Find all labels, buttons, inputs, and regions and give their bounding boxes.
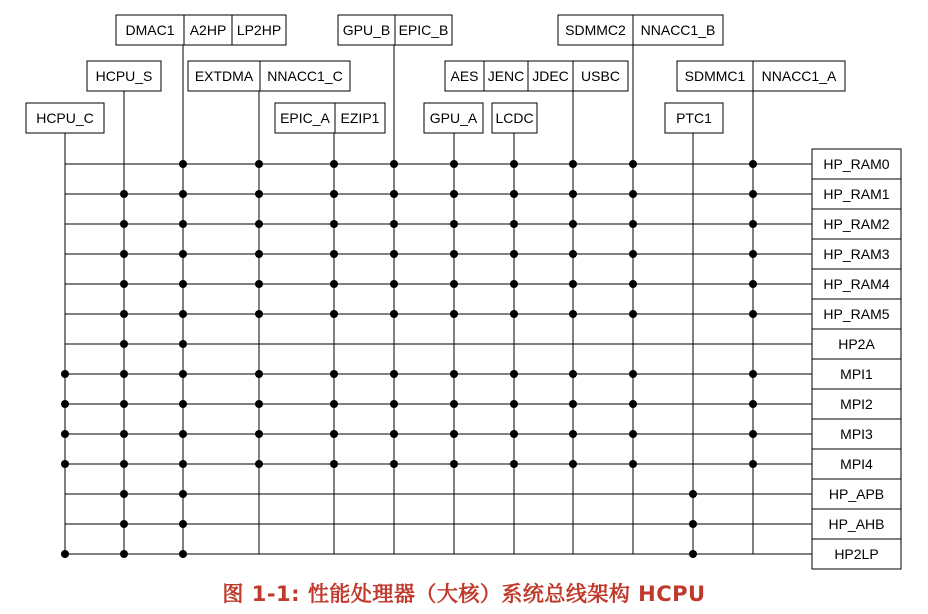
- master-label-ezip1: EZIP1: [340, 110, 380, 126]
- figure-caption: [0, 578, 928, 608]
- master-label-extdma: EXTDMA: [194, 68, 254, 84]
- junction-hcpu-c-mpi1: [61, 370, 69, 378]
- master-label-nnacc1-a: NNACC1_A: [761, 68, 837, 84]
- junction-lcdc-mpi2: [510, 400, 518, 408]
- junction-epic-a-mpi3: [330, 430, 338, 438]
- junction-dmac1-mpi2: [179, 400, 187, 408]
- junction-epic-a-hp-ram5: [330, 310, 338, 318]
- junction-dmac1-mpi3: [179, 430, 187, 438]
- junction-gpu-a-hp-ram4: [450, 280, 458, 288]
- master-sdmmc1: [677, 61, 753, 91]
- slave-hp-ram5: [812, 299, 901, 329]
- junction-hcpu-c-mpi3: [61, 430, 69, 438]
- master-aes: [445, 61, 484, 91]
- junction-gpu-b-hp-ram0: [390, 160, 398, 168]
- junction-sdmmc2-mpi1: [629, 370, 637, 378]
- master-label-hcpu-s: HCPU_S: [95, 68, 153, 84]
- master-usbc: [573, 61, 628, 91]
- figure-title: 性能处理器（大核）系统总线架构 HCPU: [307, 582, 706, 606]
- slave-mpi4: [812, 449, 901, 479]
- junction-sdmmc2-hp-ram4: [629, 280, 637, 288]
- junction-dmac1-hp-ram1: [179, 190, 187, 198]
- junction-lcdc-mpi1: [510, 370, 518, 378]
- junction-dmac1-hp-ram0: [179, 160, 187, 168]
- junction-usbc-hp-ram1: [569, 190, 577, 198]
- junction-hcpu-c-mpi4: [61, 460, 69, 468]
- junction-hcpu-s-hp2a: [120, 340, 128, 348]
- junction-hcpu-s-hp-ram1: [120, 190, 128, 198]
- junction-gpu-b-mpi1: [390, 370, 398, 378]
- master-label-a2hp: A2HP: [189, 22, 227, 38]
- slave-hp-ram4: [812, 269, 901, 299]
- master-epic-b: [395, 15, 452, 45]
- junction-epic-a-mpi1: [330, 370, 338, 378]
- junction-usbc-mpi2: [569, 400, 577, 408]
- junction-nnacc1-a-hp-ram0: [749, 160, 757, 168]
- junction-epic-a-hp-ram4: [330, 280, 338, 288]
- slave-label-hp-ahb: HP_AHB: [828, 516, 885, 532]
- junction-nnacc1-a-hp-ram4: [749, 280, 757, 288]
- master-epic-a: [275, 103, 335, 133]
- slave-label-hp-ram1: HP_RAM1: [823, 186, 890, 202]
- master-label-aes: AES: [450, 68, 479, 84]
- slave-hp-apb: [812, 479, 901, 509]
- master-lcdc: [492, 103, 537, 133]
- junction-nnacc1-a-hp-ram3: [749, 250, 757, 258]
- junction-nnacc1-c-hp-ram1: [255, 190, 263, 198]
- junction-sdmmc2-mpi2: [629, 400, 637, 408]
- junction-gpu-b-hp-ram3: [390, 250, 398, 258]
- master-label-sdmmc2: SDMMC2: [565, 22, 626, 38]
- master-jenc: [484, 61, 528, 91]
- master-jdec: [528, 61, 573, 91]
- master-label-epic-b: EPIC_B: [398, 22, 449, 38]
- junction-hcpu-c-hp2lp: [61, 550, 69, 558]
- junction-lcdc-mpi4: [510, 460, 518, 468]
- junction-usbc-mpi3: [569, 430, 577, 438]
- junction-hcpu-s-mpi3: [120, 430, 128, 438]
- slave-label-mpi1: MPI1: [840, 366, 873, 382]
- slave-label-mpi3: MPI3: [840, 426, 873, 442]
- junction-ptc1-hp-apb: [689, 490, 697, 498]
- junction-dmac1-hp-ram3: [179, 250, 187, 258]
- junction-hcpu-c-mpi2: [61, 400, 69, 408]
- junction-dmac1-hp-ram2: [179, 220, 187, 228]
- master-label-sdmmc1: SDMMC1: [684, 68, 746, 84]
- junction-sdmmc2-hp-ram2: [629, 220, 637, 228]
- junction-hcpu-s-mpi1: [120, 370, 128, 378]
- junction-gpu-a-hp-ram2: [450, 220, 458, 228]
- junction-gpu-a-mpi2: [450, 400, 458, 408]
- master-label-epic-a: EPIC_A: [280, 110, 330, 126]
- junction-nnacc1-c-mpi2: [255, 400, 263, 408]
- junction-hcpu-s-hp2lp: [120, 550, 128, 558]
- junction-dots: [61, 160, 757, 558]
- junction-gpu-b-mpi4: [390, 460, 398, 468]
- master-label-usbc: USBC: [581, 68, 620, 84]
- master-gpu-b: [338, 15, 395, 45]
- junction-lcdc-hp-ram1: [510, 190, 518, 198]
- junction-nnacc1-c-mpi1: [255, 370, 263, 378]
- junction-gpu-b-mpi2: [390, 400, 398, 408]
- junction-epic-a-hp-ram2: [330, 220, 338, 228]
- junction-lcdc-hp-ram5: [510, 310, 518, 318]
- junction-epic-a-mpi4: [330, 460, 338, 468]
- master-a2hp: [184, 15, 232, 45]
- junction-usbc-hp-ram4: [569, 280, 577, 288]
- junction-gpu-b-hp-ram1: [390, 190, 398, 198]
- junction-usbc-hp-ram0: [569, 160, 577, 168]
- junction-hcpu-s-hp-ram2: [120, 220, 128, 228]
- slave-label-hp-ram2: HP_RAM2: [823, 216, 890, 232]
- master-label-lcdc: LCDC: [495, 110, 534, 126]
- junction-hcpu-s-hp-ram5: [120, 310, 128, 318]
- slave-label-hp-ram3: HP_RAM3: [823, 246, 890, 262]
- junction-epic-a-hp-ram0: [330, 160, 338, 168]
- junction-sdmmc2-hp-ram5: [629, 310, 637, 318]
- junction-usbc-hp-ram5: [569, 310, 577, 318]
- junction-usbc-hp-ram3: [569, 250, 577, 258]
- slave-label-hp2lp: HP2LP: [834, 546, 879, 562]
- junction-sdmmc2-mpi3: [629, 430, 637, 438]
- junction-hcpu-s-hp-ahb: [120, 520, 128, 528]
- junction-nnacc1-a-mpi4: [749, 460, 757, 468]
- junction-dmac1-hp2a: [179, 340, 187, 348]
- master-label-ptc1: PTC1: [676, 110, 712, 126]
- junction-lcdc-hp-ram3: [510, 250, 518, 258]
- slave-mpi3: [812, 419, 901, 449]
- slave-mpi2: [812, 389, 901, 419]
- slave-label-hp2a: HP2A: [838, 336, 875, 352]
- junction-nnacc1-a-hp-ram5: [749, 310, 757, 318]
- junction-gpu-a-hp-ram0: [450, 160, 458, 168]
- junction-gpu-a-hp-ram5: [450, 310, 458, 318]
- figure-label: 图 1-1:: [222, 582, 301, 606]
- master-nnacc1-c: [260, 61, 350, 91]
- master-extdma: [188, 61, 260, 91]
- junction-gpu-b-hp-ram2: [390, 220, 398, 228]
- junction-lcdc-hp-ram4: [510, 280, 518, 288]
- junction-gpu-a-mpi4: [450, 460, 458, 468]
- junction-nnacc1-a-mpi2: [749, 400, 757, 408]
- slave-mpi1: [812, 359, 901, 389]
- junction-nnacc1-c-mpi3: [255, 430, 263, 438]
- junction-dmac1-hp-ahb: [179, 520, 187, 528]
- master-dmac1: [116, 15, 184, 45]
- slave-hp2a: [812, 329, 901, 359]
- junction-sdmmc2-hp-ram1: [629, 190, 637, 198]
- junction-gpu-a-hp-ram3: [450, 250, 458, 258]
- junction-usbc-mpi1: [569, 370, 577, 378]
- master-boxes: [26, 15, 845, 133]
- master-label-hcpu-c: HCPU_C: [36, 110, 94, 126]
- junction-dmac1-hp-ram5: [179, 310, 187, 318]
- junction-usbc-hp-ram2: [569, 220, 577, 228]
- junction-dmac1-hp-ram4: [179, 280, 187, 288]
- junction-nnacc1-a-hp-ram1: [749, 190, 757, 198]
- master-label-nnacc1-c: NNACC1_C: [267, 68, 343, 84]
- slave-boxes: [812, 149, 901, 569]
- junction-gpu-b-mpi3: [390, 430, 398, 438]
- junction-epic-a-mpi2: [330, 400, 338, 408]
- junction-dmac1-hp-apb: [179, 490, 187, 498]
- master-label-gpu-a: GPU_A: [429, 110, 478, 126]
- junction-gpu-b-hp-ram5: [390, 310, 398, 318]
- junction-hcpu-s-hp-apb: [120, 490, 128, 498]
- junction-gpu-a-mpi1: [450, 370, 458, 378]
- slave-hp-ram0: [812, 149, 901, 179]
- junction-sdmmc2-hp-ram3: [629, 250, 637, 258]
- junction-hcpu-s-mpi4: [120, 460, 128, 468]
- junction-usbc-mpi4: [569, 460, 577, 468]
- master-label-dmac1: DMAC1: [125, 22, 175, 38]
- slave-label-hp-ram0: HP_RAM0: [823, 156, 890, 172]
- slave-hp2lp: [812, 539, 901, 569]
- junction-nnacc1-c-hp-ram2: [255, 220, 263, 228]
- junction-hcpu-s-hp-ram4: [120, 280, 128, 288]
- slave-hp-ram2: [812, 209, 901, 239]
- slave-hp-ahb: [812, 509, 901, 539]
- junction-lcdc-hp-ram2: [510, 220, 518, 228]
- junction-nnacc1-c-mpi4: [255, 460, 263, 468]
- junction-ptc1-hp-ahb: [689, 520, 697, 528]
- junction-nnacc1-c-hp-ram3: [255, 250, 263, 258]
- slave-label-hp-ram5: HP_RAM5: [823, 306, 890, 322]
- master-label-jenc: JENC: [487, 68, 525, 84]
- junction-epic-a-hp-ram1: [330, 190, 338, 198]
- master-hcpu-s: [87, 61, 161, 91]
- master-ezip1: [335, 103, 385, 133]
- master-hcpu-c: [26, 103, 104, 133]
- master-gpu-a: [424, 103, 483, 133]
- junction-sdmmc2-mpi4: [629, 460, 637, 468]
- master-nnacc1-b: [633, 15, 723, 45]
- master-nnacc1-a: [753, 61, 845, 91]
- junction-gpu-a-mpi3: [450, 430, 458, 438]
- junction-hcpu-s-hp-ram3: [120, 250, 128, 258]
- junction-nnacc1-a-mpi3: [749, 430, 757, 438]
- slave-label-hp-apb: HP_APB: [828, 486, 885, 502]
- slave-hp-ram3: [812, 239, 901, 269]
- junction-ptc1-hp2lp: [689, 550, 697, 558]
- slave-label-mpi2: MPI2: [840, 396, 873, 412]
- slave-label-hp-ram4: HP_RAM4: [823, 276, 890, 292]
- master-label-nnacc1-b: NNACC1_B: [640, 22, 716, 38]
- master-label-gpu-b: GPU_B: [342, 22, 391, 38]
- junction-nnacc1-c-hp-ram4: [255, 280, 263, 288]
- junction-dmac1-mpi1: [179, 370, 187, 378]
- junction-lcdc-hp-ram0: [510, 160, 518, 168]
- master-label-lp2hp: LP2HP: [236, 22, 282, 38]
- master-sdmmc2: [558, 15, 633, 45]
- junction-gpu-a-hp-ram1: [450, 190, 458, 198]
- slave-label-mpi4: MPI4: [840, 456, 873, 472]
- junction-nnacc1-c-hp-ram5: [255, 310, 263, 318]
- junction-sdmmc2-hp-ram0: [629, 160, 637, 168]
- slave-hp-ram1: [812, 179, 901, 209]
- junction-nnacc1-a-mpi1: [749, 370, 757, 378]
- junction-lcdc-mpi3: [510, 430, 518, 438]
- junction-dmac1-hp2lp: [179, 550, 187, 558]
- junction-nnacc1-c-hp-ram0: [255, 160, 263, 168]
- junction-nnacc1-a-hp-ram2: [749, 220, 757, 228]
- master-lp2hp: [232, 15, 286, 45]
- junction-dmac1-mpi4: [179, 460, 187, 468]
- junction-gpu-b-hp-ram4: [390, 280, 398, 288]
- master-ptc1: [665, 103, 723, 133]
- junction-epic-a-hp-ram3: [330, 250, 338, 258]
- junction-hcpu-s-mpi2: [120, 400, 128, 408]
- master-label-jdec: JDEC: [532, 68, 569, 84]
